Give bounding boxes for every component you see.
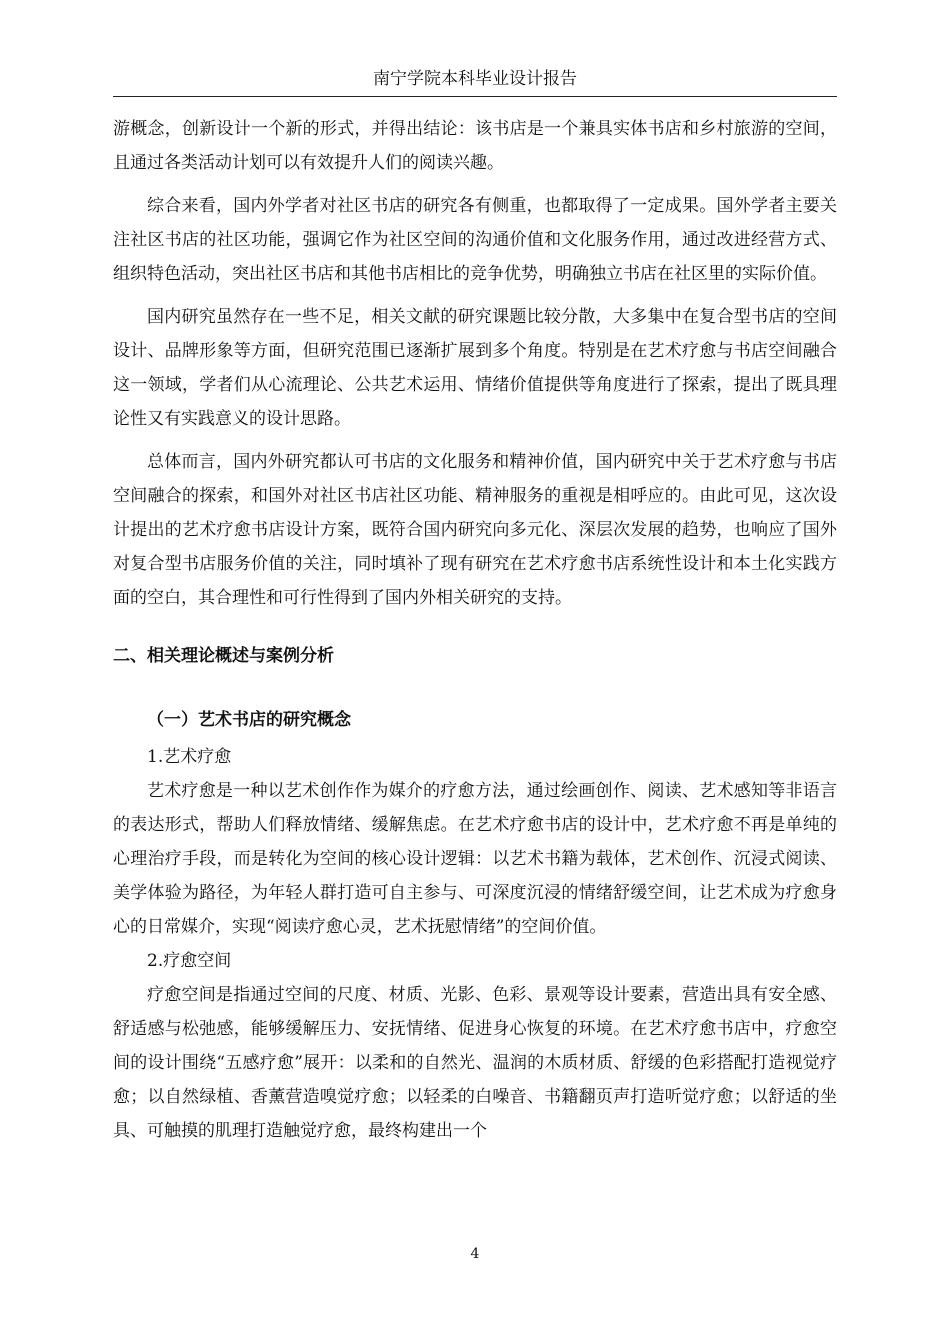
item2-paragraph: 疗愈空间是指通过空间的尺度、材质、光影、色彩、景观等设计要素，营造出具有安全感、舒适感与松弛感，能够缓解压力、安抚情绪、促进身心恢复的环境。在艺术疗愈书店中，疗愈空间的设计围绕“五感疗愈”展开：以柔和的自然光、温润的木质材质、舒缓的色彩搭配打造视觉疗愈；以自然绿植、香薰营造嗅觉疗愈；以轻柔的白噪音、书籍翻页声打造听觉疗愈；以舒适的坐具、可触摸的肌理打造触觉疗愈，最终构建出一个 <box>113 985 837 1141</box>
header-divider <box>113 96 837 97</box>
section-heading: 二、相关理论概述与案例分析 <box>113 646 334 666</box>
item1-title: 1.艺术疗愈 <box>147 747 232 767</box>
paragraph-2: 综合来看，国内外学者对社区书店的研究各有侧重，也都取得了一定成果。国外学者主要关注社区书店的社区功能，强调它作为社区空间的沟通价值和文化服务作用，通过改进经营方式、组织特色活动，突出社区书店和其他书店相比的竞争优势，明确独立书店在社区里的实际价值。 <box>113 196 837 284</box>
paragraph-4: 总体而言，国内外研究都认可书店的文化服务和精神价值，国内研究中关于艺术疗愈与书店空间融合的探索，和国外对社区书店社区功能、精神服务的重视是相呼应的。由此可见，这次设计提出的艺术疗愈书店设计方案，既符合国内研究向多元化、深层次发展的趋势，也响应了国外对复合型书店服务价值的关注，同时填补了现有研究在艺术疗愈书店系统性设计和本土化实践方面的空白，其合理性和可行性得到了国内外相关研究的支持。 <box>113 452 837 608</box>
page-header-title: 南宁学院本科毕业设计报告 <box>373 69 577 89</box>
subsection-heading: （一）艺术书店的研究概念 <box>147 710 351 730</box>
item2-title: 2.疗愈空间 <box>147 951 232 971</box>
document-body <box>113 112 837 1148</box>
page-number: 4 <box>470 1246 480 1262</box>
paragraph-3: 国内研究虽然存在一些不足，相关文献的研究课题比较分散，大多集中在复合型书店的空间设计、品牌形象等方面，但研究范围已逐渐扩展到多个角度。特别是在艺术疗愈与书店空间融合这一领域，学者们从心流理论、公共艺术运用、情绪价值提供等角度进行了探索，提出了既具理论性又有实践意义的设计思路。 <box>113 307 837 429</box>
item1-paragraph: 艺术疗愈是一种以艺术创作作为媒介的疗愈方法，通过绘画创作、阅读、艺术感知等非语言的表达形式，帮助人们释放情绪、缓解焦虑。在艺术疗愈书店的设计中，艺术疗愈不再是单纯的心理治疗手段，而是转化为空间的核心设计逻辑：以艺术书籍为载体，艺术创作、沉浸式阅读、美学体验为路径，为年轻人群打造可自主参与、可深度沉浸的情绪舒缓空间，让艺术成为疗愈身心的日常媒介，实现“阅读疗愈心灵，艺术抚慰情绪”的空间价值。 <box>113 781 837 937</box>
paragraph-1: 游概念，创新设计一个新的形式，并得出结论：该书店是一个兼具实体书店和乡村旅游的空间，且通过各类活动计划可以有效提升人们的阅读兴趣。 <box>113 119 837 173</box>
